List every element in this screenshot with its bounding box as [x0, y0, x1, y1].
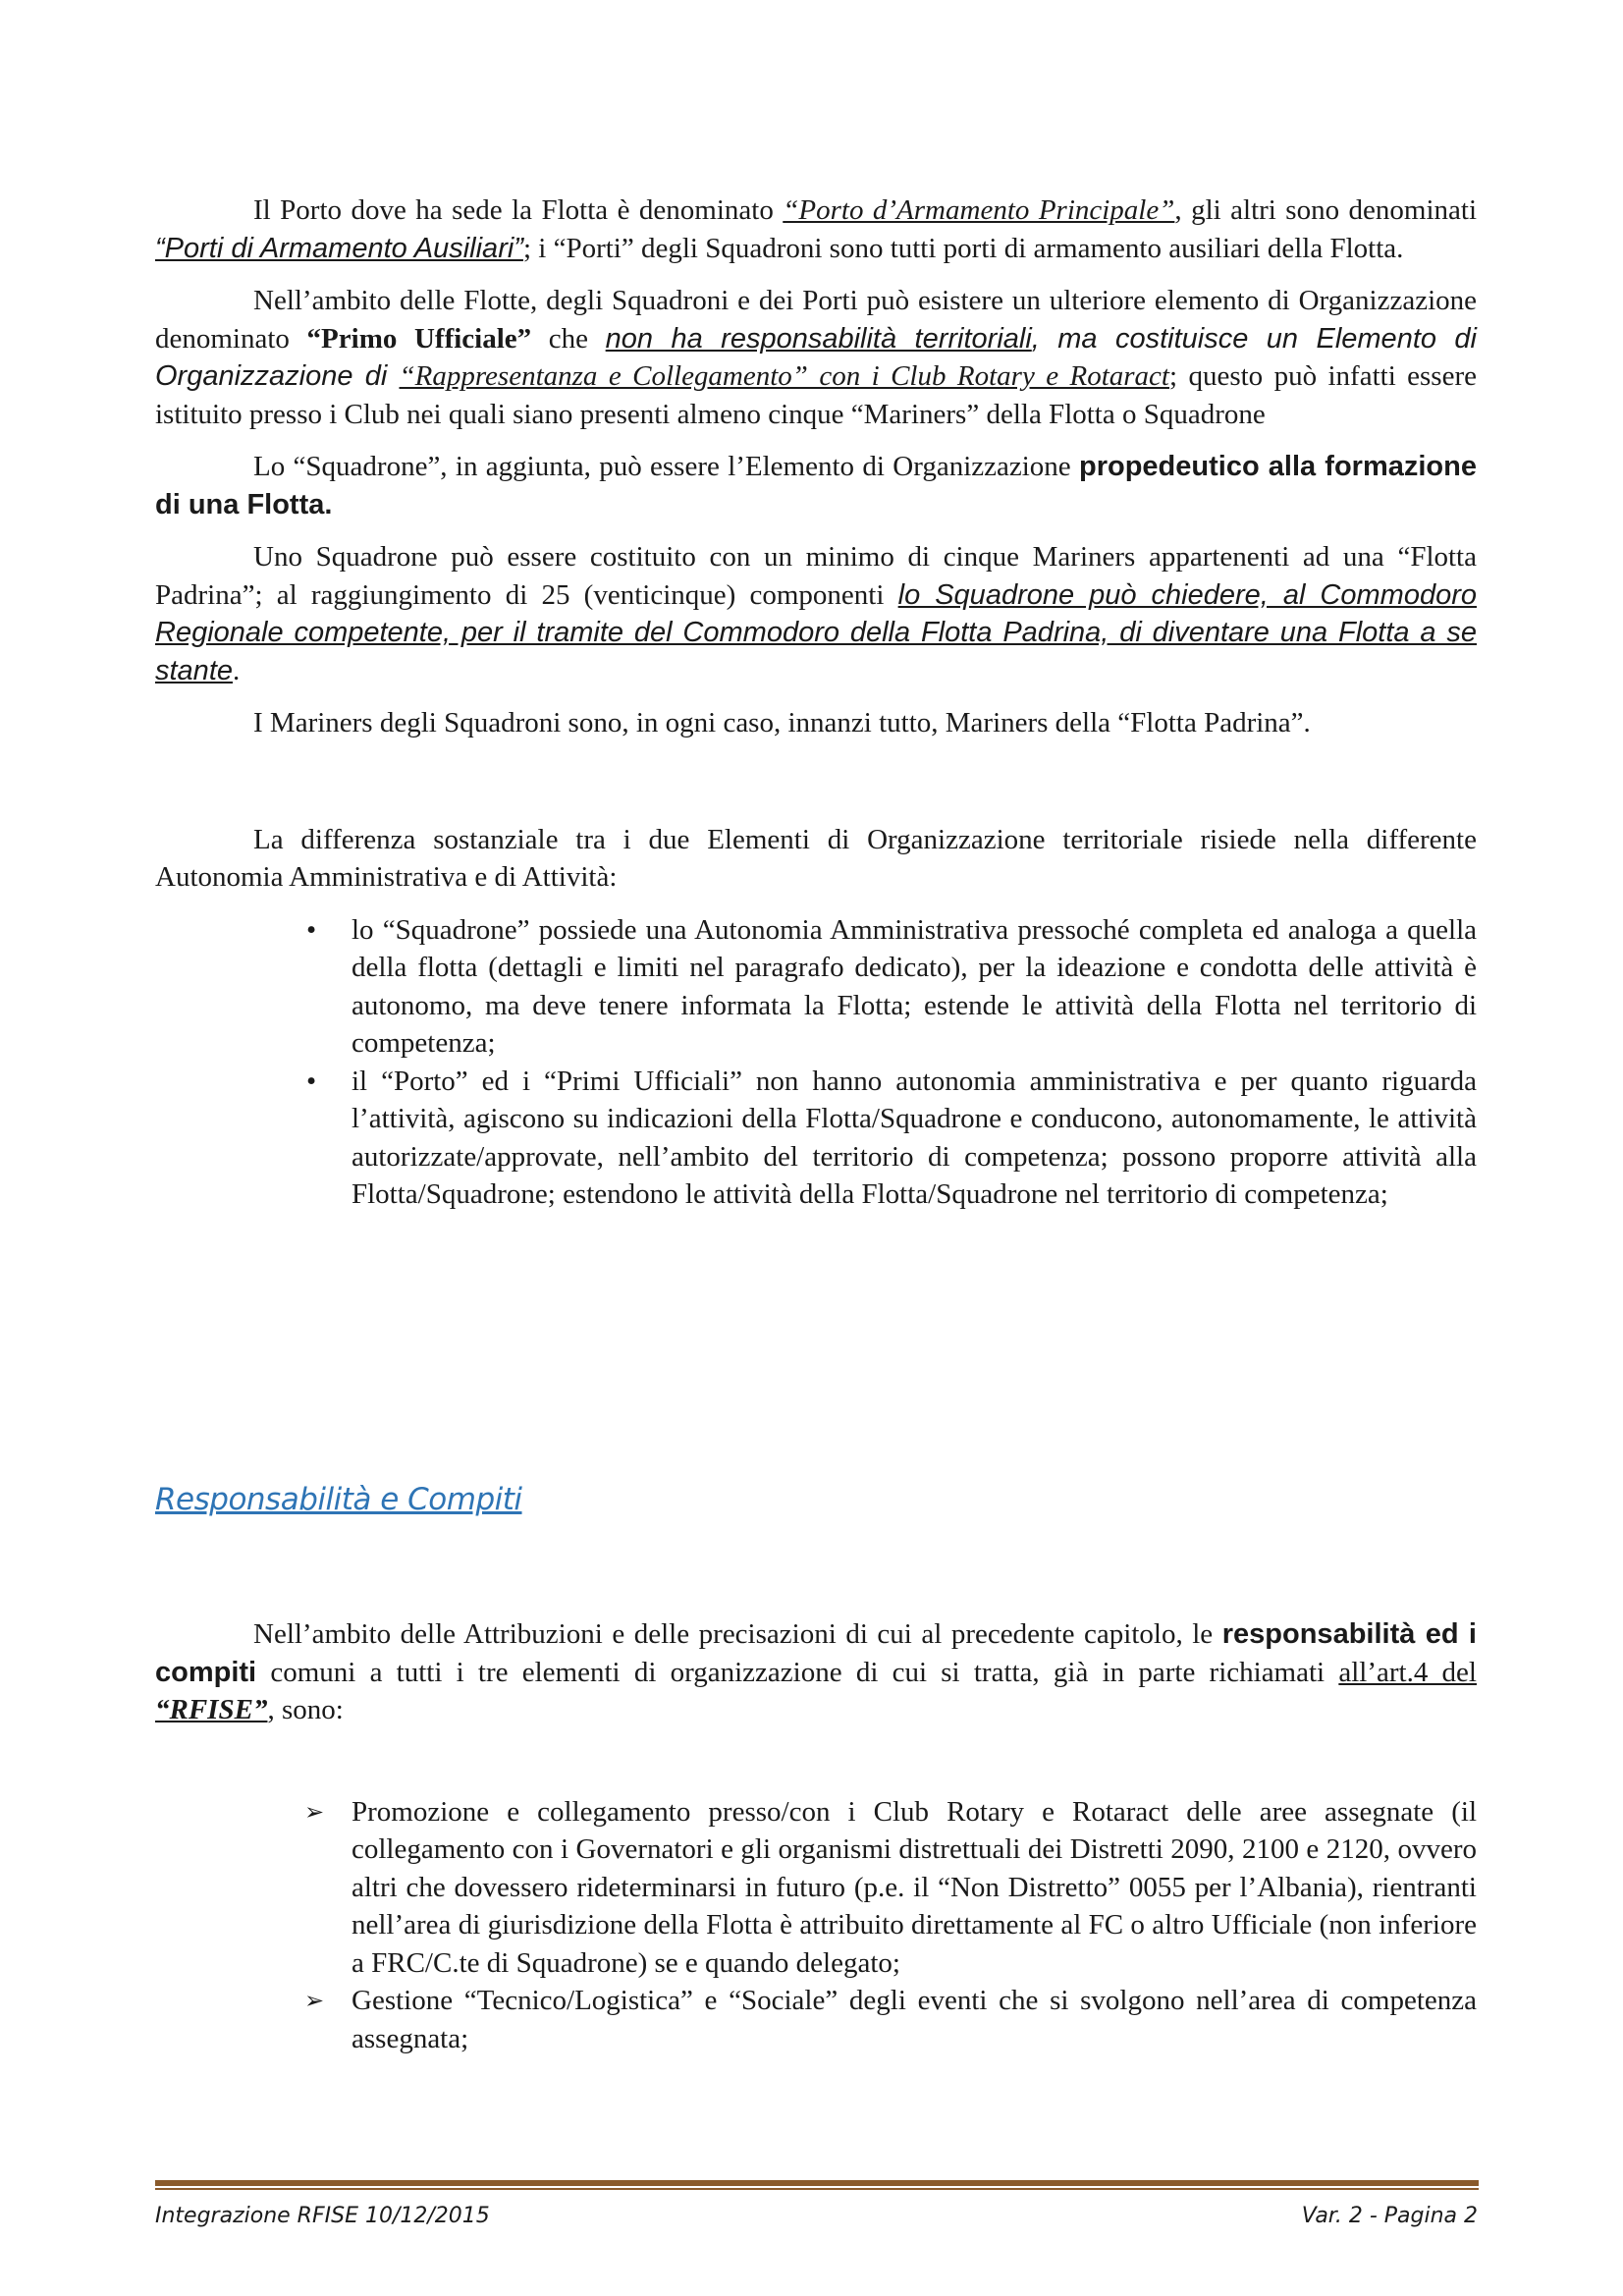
paragraph-costituzione: [155, 538, 1477, 689]
text-run: comuni a tutti i tre elementi di organizzazione di cui si tratta, già in parte richiamati: [256, 1656, 1339, 1688]
paragraph-primo-ufficiale: [155, 282, 1477, 433]
term-porti-ausiliari: “Porti di Armamento Ausiliari”: [155, 232, 523, 264]
arrow-bullet-icon: ➢: [304, 1987, 325, 2014]
text-run: ; i “Porti” degli Squadroni sono tutti porti di armamento ausiliari della Flotta.: [522, 232, 1404, 264]
text-run: Il Porto dove ha sede la Flotta è denominato: [253, 194, 784, 226]
list-item-text: Promozione e collegamento presso/con i Club Rotary e Rotaract delle aree assegnate (il collegamento con i Governatori e gli organismi distrettuali dei Distretti 2090, 2100 e 2120, ovvero altri che dovessero rideterminarsi in futuro (p.e. il “Non Distretto” 0055 per l’Albania), rientranti nell’area di giurisdizione della Flotta è attribuito direttamente al FC o altro Ufficiale (non inferiore a FRC/C.te di Squadrone) se e quando delegato;: [352, 1795, 1477, 1979]
footer-page-number: Var. 2 - Pagina 2: [1301, 2204, 1478, 2228]
term-rfise: “RFISE”: [155, 1694, 268, 1725]
list-item: [304, 1982, 1477, 2057]
text-run: , sono:: [267, 1694, 344, 1725]
term-rappresentanza: “Rappresentanza e Collegamento” con i Club Rotary e Rotaract: [399, 360, 1169, 392]
list-item: [306, 911, 1477, 1063]
footer-rule-thin: [155, 2188, 1479, 2190]
term-responsabilita-compiti: responsabilità ed i compiti: [155, 1618, 1477, 1688]
text-run: Nell’ambito delle Attribuzioni e delle precisazioni di cui al precedente capitolo, le: [253, 1618, 1222, 1650]
text-run: .: [233, 654, 241, 686]
footer-rule: [155, 2180, 1479, 2186]
paragraph-attribuzioni: [155, 1615, 1477, 1729]
section-content: [155, 1615, 1477, 2057]
arrow-list: [155, 1793, 1477, 2058]
paragraph-mariners: I Mariners degli Squadroni sono, in ogni caso, innanzi tutto, Mariners della “Flotta Padrina”.: [253, 707, 1311, 738]
text-run-italic: , ma costituisce un Elemento di Organizzazione di: [155, 322, 1478, 392]
text-run: ; questo può infatti essere istituito presso i Club nei quali siano presenti almeno cinque “Mariners” della Flotta o Squadrone: [155, 360, 1477, 430]
term-propedeutico: propedeutico alla formazione di una Flotta.: [155, 451, 1477, 520]
text-run: che: [531, 322, 606, 355]
bullet-list: [155, 911, 1477, 1214]
list-item: [304, 1793, 1477, 1983]
text-run: Nell’ambito delle Flotte, degli Squadroni e dei Porti può esistere un ulteriore elemento di Organizzazione denominato: [155, 285, 1477, 355]
paragraph-differenza: La differenza sostanziale tra i due Elementi di Organizzazione territoriale risiede nella differente Autonomia Amministrativa e di Attività:: [155, 823, 1477, 893]
paragraph-porto: [155, 191, 1477, 267]
body-content: [155, 191, 1477, 1214]
reference-art4: all’art.4 del: [1338, 1656, 1477, 1688]
list-item-text: Gestione “Tecnico/Logistica” e “Sociale” degli eventi che si svolgono nell’area di competenza assegnata;: [352, 1985, 1477, 2054]
bullet-marker: •: [306, 913, 317, 946]
list-item-text: il “Porto” ed i “Primi Ufficiali” non hanno autonomia amministrativa e per quanto riguarda l’attività, agiscono su indicazioni della Flotta/Squadrone e conducono, autonomamente, le attività autorizzate/approvate, nell’ambito del territorio di competenza; possono proporre attività alla Flotta/Squadrone; estendono le attività della Flotta/Squadrone nel territorio di competenza;: [352, 1065, 1477, 1210]
bullet-marker: •: [306, 1065, 317, 1097]
term-primo-ufficiale: “Primo Ufficiale”: [306, 322, 532, 355]
footer-document-title: Integrazione RFISE 10/12/2015: [155, 2204, 490, 2228]
term-porto-principale: “Porto d’Armamento Principale”: [783, 194, 1175, 226]
arrow-bullet-icon: ➢: [304, 1797, 325, 1826]
paragraph-squadrone: [155, 448, 1477, 523]
text-run: Uno Squadrone può essere costituito con un minimo di cinque Mariners appartenenti ad una “Flotta Padrina”; al raggiungimento di 25 (venticinque) componenti: [155, 541, 1477, 611]
section-heading: Responsabilità e Compiti: [155, 1482, 522, 1517]
term-responsabilita: non ha responsabilità territoriali: [605, 322, 1032, 355]
list-item: [306, 1063, 1477, 1214]
text-run: , gli altri sono denominati: [1174, 194, 1477, 226]
term-flotta-stante: lo Squadrone può chiedere, al Commodoro Regionale competente, per il tramite del Commodoro della Flotta Padrina, di diventare una Flotta a se stante: [155, 578, 1477, 686]
text-run: Lo “Squadrone”, in aggiunta, può essere l’Elemento di Organizzazione: [253, 451, 1079, 482]
list-item-text: lo “Squadrone” possiede una Autonomia Amministrativa pressoché completa ed analoga a quella della flotta (dettagli e limiti nel paragrafo dedicato), per la ideazione e condotta delle attività è autonomo, ma deve tenere informata la Flotta; estende le attività della Flotta nel territorio di competenza;: [352, 913, 1477, 1059]
